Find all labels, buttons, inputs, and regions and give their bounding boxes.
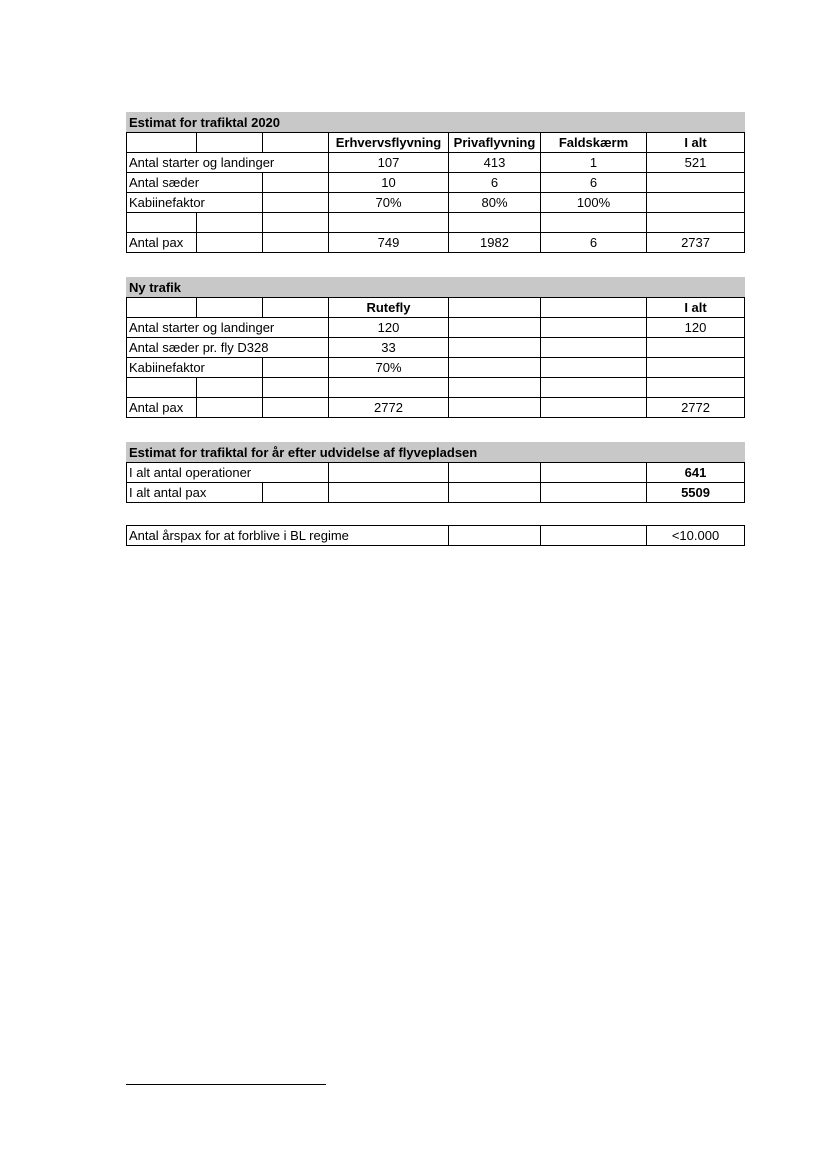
footnote-separator: [126, 1084, 326, 1085]
column-header-row: [127, 298, 745, 318]
table-cell: 100%: [541, 193, 647, 213]
table-title-row: [127, 113, 745, 133]
table-row: [127, 378, 745, 398]
table-row: [127, 338, 745, 358]
table-row: [127, 398, 745, 418]
column-header: I alt: [647, 133, 745, 153]
column-header-row: [127, 133, 745, 153]
column-header: Erhvervsflyvning: [329, 133, 449, 153]
table-row: [127, 233, 745, 253]
table-cell: [647, 338, 745, 358]
table-cell: [647, 358, 745, 378]
table-cell: 6: [541, 173, 647, 193]
row-label: Antal pax: [127, 233, 197, 253]
row-label: Kabiinefaktor: [127, 358, 263, 378]
table-row: [127, 318, 745, 338]
table-row: [127, 173, 745, 193]
column-header: [541, 298, 647, 318]
bl-regime-threshold-table: [126, 525, 745, 546]
table-cell: 33: [329, 338, 449, 358]
column-header: Privaflyvning: [449, 133, 541, 153]
table-cell: [449, 318, 541, 338]
table-cell: 6: [541, 233, 647, 253]
table-title: Estimat for trafiktal for år efter udvidelse af flyvepladsen: [127, 443, 745, 463]
table-cell: 70%: [329, 193, 449, 213]
row-label: I alt antal operationer: [127, 463, 329, 483]
table-cell: [541, 398, 647, 418]
row-label: Antal sæder pr. fly D328: [127, 338, 329, 358]
table-cell: [647, 173, 745, 193]
table-row: [127, 213, 745, 233]
table-cell: 107: [329, 153, 449, 173]
table-cell: 80%: [449, 193, 541, 213]
table-row: [127, 193, 745, 213]
row-label: Antal sæder: [127, 173, 263, 193]
table-cell: [449, 398, 541, 418]
post-expansion-estimate-table: [126, 442, 745, 503]
table-cell: 2772: [329, 398, 449, 418]
table-cell: [647, 193, 745, 213]
new-traffic-table: [126, 277, 745, 418]
table-cell: [449, 358, 541, 378]
table-cell: 641: [647, 463, 745, 483]
table-cell: 6: [449, 173, 541, 193]
table-cell: [449, 338, 541, 358]
traffic-estimate-2020-table: [126, 112, 745, 253]
table-cell: 70%: [329, 358, 449, 378]
row-label: Antal årspax for at forblive i BL regime: [127, 526, 449, 546]
table-cell: 1: [541, 153, 647, 173]
table-cell: 120: [647, 318, 745, 338]
column-header: I alt: [647, 298, 745, 318]
table-cell: 5509: [647, 483, 745, 503]
row-label: Antal starter og landinger: [127, 153, 329, 173]
table-cell: 2737: [647, 233, 745, 253]
table-cell: 1982: [449, 233, 541, 253]
column-header: Rutefly: [329, 298, 449, 318]
table-cell: 749: [329, 233, 449, 253]
table-cell: [541, 318, 647, 338]
row-label: Antal starter og landinger: [127, 318, 329, 338]
table-title: Estimat for trafiktal 2020: [127, 113, 745, 133]
table-title-row: [127, 278, 745, 298]
table-cell: 413: [449, 153, 541, 173]
row-label: Kabiinefaktor: [127, 193, 263, 213]
table-cell: [541, 358, 647, 378]
table-row: [127, 526, 745, 546]
table-row: [127, 463, 745, 483]
table-row: [127, 153, 745, 173]
row-label: Antal pax: [127, 398, 197, 418]
table-cell: <10.000: [647, 526, 745, 546]
table-title: Ny trafik: [127, 278, 745, 298]
row-label: I alt antal pax: [127, 483, 263, 503]
table-cell: 120: [329, 318, 449, 338]
table-row: [127, 358, 745, 378]
table-cell: 10: [329, 173, 449, 193]
table-cell: 2772: [647, 398, 745, 418]
column-header: Faldskærm: [541, 133, 647, 153]
column-header: [449, 298, 541, 318]
table-cell: [541, 338, 647, 358]
table-title-row: [127, 443, 745, 463]
table-cell: 521: [647, 153, 745, 173]
table-row: [127, 483, 745, 503]
